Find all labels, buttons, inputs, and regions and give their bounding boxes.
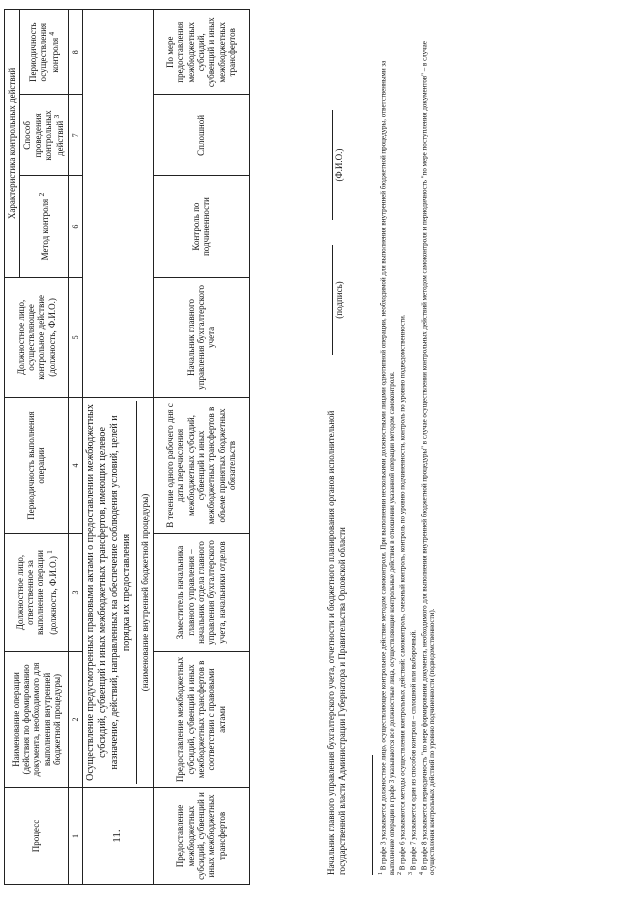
footnotes xyxy=(378,25,438,875)
cell-controller: Начальник главного управления бухгалтерского учета xyxy=(153,277,249,397)
header-way: Способ проведения контрольных действий $^3$ xyxy=(20,95,68,176)
cell-control-periodicity: По мере предоставления межбюджетных субсидий, субвенций и иных межбюджетных трансфертов xyxy=(153,10,249,95)
section-empty-cell xyxy=(82,10,153,398)
header-process: Процесс xyxy=(5,788,69,885)
signature-position-text: Начальник главного управления бухгалтерского учета, отчетности и бюджетного планирования органов исполнительной государственной власти Администрации Губернатора и Правительства Орловской области xyxy=(326,410,348,875)
col-number: 3 xyxy=(68,534,82,652)
signature-label: (подпись) xyxy=(332,245,345,355)
col-number: 1 xyxy=(68,788,82,885)
fio-label: (Ф.И.О.) xyxy=(332,110,345,220)
col-number: 8 xyxy=(68,10,82,95)
cell-method: Контроль по подчиненности xyxy=(153,176,249,278)
col-number: 2 xyxy=(68,651,82,787)
footnote: $^4$ В графе 8 указывается периодичность "по мере формирования документа, необходимого для выполнения внутренней бюджетной процедуры" в случае осуществления контрольных действий методом самоконтроля и периодичность "по мере поступления документов" – в случае осуществления контрольных действий по уровню подчиненности (подведомственности). xyxy=(418,41,437,875)
header-periodicity: Периодичность выполнения операции xyxy=(5,397,69,533)
col-number: 7 xyxy=(68,95,82,176)
header-row-1 xyxy=(5,10,20,885)
footnote: $^1$ В графе 3 указывается должностное лицо, осуществляющее контрольное действие методом самоконтроля. При выполнении несколькими должностными лицами однотипной операции, необходимой для выполнения внутренней бюджетной процедуры, ответственными за выполнение операции в графе 3 указываются все должностные лица, осуществляющие контрольные действия в отношении указанной операции методом самоконтроля. xyxy=(378,60,396,875)
cell-responsible: Заместитель начальника главного управления – начальник отдела главного управления бухгалтерского учета, начальники отделов xyxy=(153,534,249,652)
header-control-characteristics: Характеристика контрольных действий xyxy=(5,10,20,278)
header-method: Метод контроля $^2$ xyxy=(20,176,68,278)
table-row xyxy=(153,10,249,885)
section-title: Осуществление предусмотренных правовыми актами о предоставлении межбюджетных субсидий, субвенций и иных межбюджетных трансфертов, имеющих целевое назначение, действий, направленных на обеспечение соблюдения условий, целей и порядка их предоставления xyxy=(84,404,132,781)
col-number: 5 xyxy=(68,277,82,397)
section-subtitle: (наименование внутренней бюджетной процедуры) xyxy=(136,401,151,784)
cell-periodicity: В течение одного рабочего дня с даты перечисления межбюджетных субсидий, субвенций и иных межбюджетных трансфертов в объеме принятых бюджетных обязательств xyxy=(153,397,249,533)
signature-block xyxy=(326,5,366,875)
cell-way: Сплошной xyxy=(153,95,249,176)
header-control-periodicity: Периодичность осуществления контроля $^4$ xyxy=(20,10,68,95)
header-responsible: Должностное лицо, ответственное за выполнение операции (должность, Ф.И.О.) $^1$ xyxy=(5,534,69,652)
col-number: 6 xyxy=(68,176,82,278)
footnote: $^3$ В графе 7 указывается один из способов контроля – сплошной или выборочный. xyxy=(407,629,418,875)
section-title-cell xyxy=(82,397,153,787)
header-controller: Должностное лицо, осуществляющее контрольное действие (должность, Ф.И.О.) xyxy=(5,277,69,397)
section-row xyxy=(82,10,153,885)
footnote-divider xyxy=(372,755,373,875)
section-number: 11. xyxy=(82,788,153,885)
internal-control-register-table xyxy=(4,9,250,885)
col-number: 4 xyxy=(68,397,82,533)
cell-operation-name: Предоставление межбюджетных субсидий, субвенций и иных межбюджетных трансфертов в соответствии с правовыми актами xyxy=(153,651,249,787)
header-operation-name: Наименование операции (действия по формированию документа, необходимого для выполнения внутренней бюджетной процедуры) xyxy=(5,651,69,787)
column-numbers-row xyxy=(68,10,82,885)
cell-process: Предоставление межбюджетных субсидий, субвенций и иных межбюджетных трансфертов xyxy=(153,788,249,885)
footnote: $^2$ В графе 6 указываются методы осуществления контрольных действий: самоконтроль, смежный контроль, контроль по уровню подчиненности, контроль по уровню подведомственности. xyxy=(397,314,407,875)
